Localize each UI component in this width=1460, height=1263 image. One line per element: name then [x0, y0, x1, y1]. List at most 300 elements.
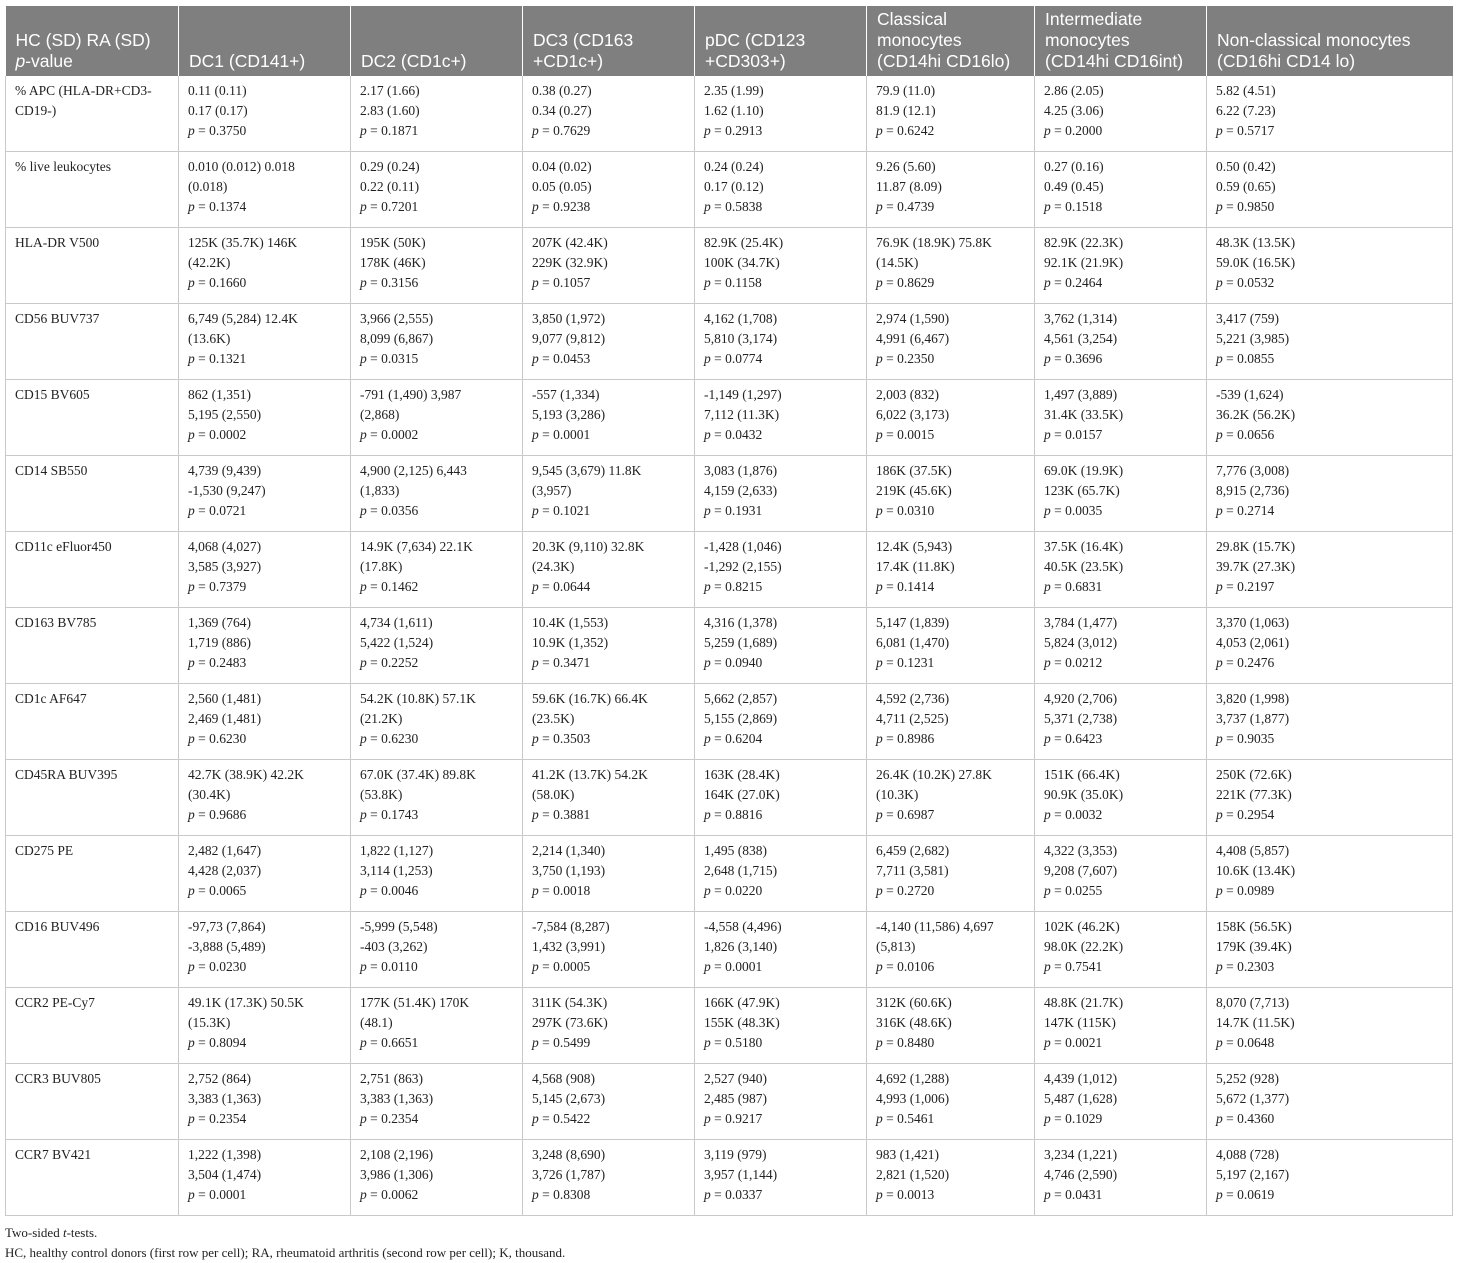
ra-value: 147K (115K) [1044, 1015, 1116, 1030]
hc-value: 76.9K (18.9K) 75.8K [876, 235, 992, 250]
ra-value: 4,159 (2,633) [704, 483, 778, 498]
p-symbol: p [1216, 959, 1223, 974]
p-value-number: = 0.0015 [886, 427, 935, 442]
p-value [1216, 501, 1444, 521]
p-symbol: p [704, 731, 711, 746]
table-cell [351, 456, 523, 532]
ra-value: 40.5K (23.5K) [1044, 559, 1124, 574]
results-table [5, 6, 1453, 1216]
ra-value: 3,726 (1,787) [532, 1167, 606, 1182]
hc-value: 7,776 (3,008) [1216, 463, 1290, 478]
hc-value: 177K (51.4K) 170K [360, 995, 470, 1010]
table-cell [523, 608, 695, 684]
p-symbol: p [532, 731, 539, 746]
p-value [360, 273, 514, 293]
header-row [6, 6, 1453, 76]
ra-value: 221K (77.3K) [1216, 787, 1292, 802]
p-symbol: p [704, 275, 711, 290]
p-value [876, 349, 1026, 369]
hc-value: 312K (60.6K) [876, 995, 952, 1010]
p-value-number: = 0.8215 [714, 579, 763, 594]
ra-value: 179K (39.4K) [1216, 939, 1292, 954]
table-cell [867, 608, 1035, 684]
table-cell [867, 380, 1035, 456]
hc-value: 4,900 (2,125) 6,443 [360, 463, 467, 478]
p-symbol: p [876, 199, 883, 214]
p-symbol: p [360, 807, 367, 822]
row-label: % APC (HLA-DR+CD3-CD19-) [6, 76, 179, 152]
p-symbol: p [360, 883, 367, 898]
hc-value: 4,408 (5,857) [1216, 843, 1290, 858]
p-value-number: = 0.0002 [198, 427, 247, 442]
hc-value: 37.5K (16.4K) [1044, 539, 1124, 554]
hc-value: 4,439 (1,012) [1044, 1071, 1118, 1086]
hc-value: 1,369 (764) [188, 615, 251, 630]
table-cell [695, 380, 867, 456]
table-row [6, 1064, 1453, 1140]
p-value [532, 425, 686, 445]
ra-value: (24.3K) [532, 559, 575, 574]
footnote-tests-t: t [62, 1225, 67, 1240]
p-value [188, 729, 342, 749]
p-value [1216, 1185, 1444, 1205]
table-cell [523, 760, 695, 836]
p-symbol: p [1216, 1035, 1223, 1050]
ra-value: 11.87 (8.09) [876, 179, 942, 194]
p-value [704, 957, 858, 977]
ra-value: 0.17 (0.17) [188, 103, 248, 118]
p-value [876, 577, 1026, 597]
p-symbol: p [1044, 1111, 1051, 1126]
table-cell [1207, 912, 1453, 988]
p-value [188, 1033, 342, 1053]
p-value-number: = 0.0002 [370, 427, 419, 442]
table-cell [867, 1140, 1035, 1216]
p-value-number: = 0.1021 [542, 503, 591, 518]
ra-value: (23.5K) [532, 711, 575, 726]
hc-value: 69.0K (19.9K) [1044, 463, 1124, 478]
p-value-number: = 0.0532 [1226, 275, 1275, 290]
hc-value: 26.4K (10.2K) 27.8K [876, 767, 992, 782]
table-cell [867, 1064, 1035, 1140]
p-value [1216, 197, 1444, 217]
header-column: Non-classical monocytes (CD16hi CD14 lo) [1207, 6, 1453, 76]
hc-value: 3,820 (1,998) [1216, 691, 1290, 706]
hc-value: 4,739 (9,439) [188, 463, 262, 478]
p-symbol: p [1044, 1035, 1051, 1050]
p-value [876, 273, 1026, 293]
p-value [876, 805, 1026, 825]
table-cell [179, 1064, 351, 1140]
table-cell [695, 912, 867, 988]
p-symbol: p [532, 1111, 539, 1126]
hc-value: 0.11 (0.11) [188, 83, 247, 98]
p-value-number: = 0.1660 [198, 275, 247, 290]
ra-value: 3,750 (1,193) [532, 863, 606, 878]
p-value-number: = 0.0989 [1226, 883, 1275, 898]
hc-value: 2,974 (1,590) [876, 311, 950, 326]
hc-value: 3,417 (759) [1216, 311, 1279, 326]
table-cell [867, 304, 1035, 380]
p-value-number: = 0.0315 [370, 351, 419, 366]
ra-value: 6.22 (7.23) [1216, 103, 1276, 118]
hc-value: 4,162 (1,708) [704, 311, 778, 326]
table-cell [695, 608, 867, 684]
footnote-tests-suffix: -tests. [66, 1225, 98, 1240]
table-cell [695, 988, 867, 1064]
p-value-number: = 0.0032 [1054, 807, 1103, 822]
p-symbol: p [1216, 655, 1223, 670]
table-cell [351, 912, 523, 988]
ra-value: 7,112 (11.3K) [704, 407, 780, 422]
p-value-number: = 0.6230 [370, 731, 419, 746]
p-value-number: = 0.7201 [370, 199, 419, 214]
p-value-number: = 0.0656 [1226, 427, 1275, 442]
table-cell [1207, 532, 1453, 608]
p-value [704, 729, 858, 749]
p-value [532, 273, 686, 293]
p-value-number: = 0.6987 [886, 807, 935, 822]
p-symbol: p [704, 1035, 711, 1050]
hc-value: 1,222 (1,398) [188, 1147, 262, 1162]
p-value-number: = 0.5717 [1226, 123, 1275, 138]
table-cell [867, 456, 1035, 532]
p-value-number: = 0.0065 [198, 883, 247, 898]
hc-value: 0.04 (0.02) [532, 159, 592, 174]
header-p-suffix: -value [25, 51, 73, 71]
ra-value: 17.4K (11.8K) [876, 559, 955, 574]
ra-value: 4,053 (2,061) [1216, 635, 1290, 650]
hc-value: -539 (1,624) [1216, 387, 1284, 402]
table-cell [523, 304, 695, 380]
p-value [876, 121, 1026, 141]
p-value [1044, 1109, 1198, 1129]
hc-value: 186K (37.5K) [876, 463, 952, 478]
hc-value: 163K (28.4K) [704, 767, 780, 782]
hc-value: 82.9K (22.3K) [1044, 235, 1124, 250]
hc-value: 2.17 (1.66) [360, 83, 420, 98]
p-value [1044, 121, 1198, 141]
p-value-number: = 0.1931 [714, 503, 763, 518]
p-symbol: p [876, 1187, 883, 1202]
ra-value: 1,719 (886) [188, 635, 251, 650]
p-symbol: p [360, 123, 367, 138]
ra-value: 7,711 (3,581) [876, 863, 949, 878]
p-symbol: p [532, 959, 539, 974]
ra-value: 5,810 (3,174) [704, 331, 778, 346]
hc-value: 4,068 (4,027) [188, 539, 262, 554]
table-cell [1035, 304, 1207, 380]
hc-value: -557 (1,334) [532, 387, 600, 402]
p-value-number: = 0.0220 [714, 883, 763, 898]
p-value-number: = 0.6204 [714, 731, 763, 746]
ra-value: 219K (45.6K) [876, 483, 952, 498]
ra-value: 155K (48.3K) [704, 1015, 780, 1030]
table-cell [351, 988, 523, 1064]
hc-value: 9,545 (3,679) 11.8K [532, 463, 642, 478]
p-value-number: = 0.2197 [1226, 579, 1275, 594]
table-cell [1035, 532, 1207, 608]
table-cell [351, 1064, 523, 1140]
p-symbol: p [704, 883, 711, 898]
hc-value: 983 (1,421) [876, 1147, 939, 1162]
p-value-number: = 0.0310 [886, 503, 935, 518]
p-symbol: p [876, 503, 883, 518]
header-column: Intermediate monocytes (CD14hi CD16int) [1035, 6, 1207, 76]
ra-value: (21.2K) [360, 711, 403, 726]
hc-value: 2,482 (1,647) [188, 843, 262, 858]
p-value [1216, 729, 1444, 749]
p-value-number: = 0.0021 [1054, 1035, 1103, 1050]
hc-value: 102K (46.2K) [1044, 919, 1120, 934]
p-value-number: = 0.8094 [198, 1035, 247, 1050]
p-value-number: = 0.2714 [1226, 503, 1275, 518]
table-row [6, 760, 1453, 836]
p-value-number: = 0.6831 [1054, 579, 1103, 594]
ra-value: 164K (27.0K) [704, 787, 780, 802]
hc-value: 3,248 (8,690) [532, 1147, 606, 1162]
p-value-number: = 0.6242 [886, 123, 935, 138]
p-value-number: = 0.2354 [198, 1111, 247, 1126]
p-value-number: = 0.2464 [1054, 275, 1103, 290]
ra-value: 0.59 (0.65) [1216, 179, 1276, 194]
ra-value: 178K (46K) [360, 255, 426, 270]
p-symbol: p [188, 199, 195, 214]
ra-value: 98.0K (22.2K) [1044, 939, 1124, 954]
ra-value: 36.2K (56.2K) [1216, 407, 1296, 422]
p-value-number: = 0.1158 [714, 275, 762, 290]
p-value-number: = 0.3696 [1054, 351, 1103, 366]
p-value-number: = 0.1462 [370, 579, 419, 594]
p-value-number: = 0.0648 [1226, 1035, 1275, 1050]
hc-value: 5,147 (1,839) [876, 615, 950, 630]
ra-value: 316K (48.6K) [876, 1015, 952, 1030]
p-symbol: p [188, 275, 195, 290]
p-value [704, 501, 858, 521]
ra-value: 3,114 (1,253) [360, 863, 433, 878]
p-symbol: p [1216, 199, 1223, 214]
p-symbol: p [1044, 883, 1051, 898]
p-value-number: = 0.5422 [542, 1111, 591, 1126]
ra-value: (17.8K) [360, 559, 403, 574]
table-cell [1207, 760, 1453, 836]
p-value-number: = 0.1414 [886, 579, 935, 594]
p-value-number: = 0.0940 [714, 655, 763, 670]
p-value-number: = 0.5838 [714, 199, 763, 214]
hc-value: 29.8K (15.7K) [1216, 539, 1296, 554]
ra-value: 3,957 (1,144) [704, 1167, 778, 1182]
table-row [6, 1140, 1453, 1216]
ra-value: 2,821 (1,520) [876, 1167, 950, 1182]
p-symbol: p [532, 123, 539, 138]
p-symbol: p [704, 1187, 711, 1202]
p-value [360, 805, 514, 825]
ra-value: 31.4K (33.5K) [1044, 407, 1124, 422]
header-column: Classical monocytes (CD14hi CD16lo) [867, 6, 1035, 76]
hc-value: 0.29 (0.24) [360, 159, 420, 174]
p-value [188, 197, 342, 217]
hc-value: 207K (42.4K) [532, 235, 608, 250]
table-cell [1207, 684, 1453, 760]
footnote-tests-prefix: Two-sided [5, 1225, 63, 1240]
p-value [532, 805, 686, 825]
table-cell [1207, 304, 1453, 380]
p-value-number: = 0.0619 [1226, 1187, 1275, 1202]
table-header [6, 6, 1453, 76]
ra-value: 2.83 (1.60) [360, 103, 420, 118]
p-symbol: p [1216, 503, 1223, 518]
p-symbol: p [532, 579, 539, 594]
p-symbol: p [360, 1111, 367, 1126]
p-value [188, 1185, 342, 1205]
ra-value: 4,746 (2,590) [1044, 1167, 1118, 1182]
hc-value: 4,316 (1,378) [704, 615, 778, 630]
row-label: CD275 PE [6, 836, 179, 912]
ra-value: 229K (32.9K) [532, 255, 608, 270]
p-value [1044, 425, 1198, 445]
p-symbol: p [532, 807, 539, 822]
p-value-number: = 0.9035 [1226, 731, 1275, 746]
ra-value: 39.7K (27.3K) [1216, 559, 1296, 574]
p-value [532, 501, 686, 521]
header-label-column [6, 6, 179, 76]
p-value-number: = 0.0106 [886, 959, 935, 974]
p-symbol: p [532, 199, 539, 214]
ra-value: (13.6K) [188, 331, 231, 346]
p-value-number: = 0.1057 [542, 275, 591, 290]
table-cell [351, 76, 523, 152]
hc-value: 4,692 (1,288) [876, 1071, 950, 1086]
table-cell [179, 304, 351, 380]
row-label: CD16 BUV496 [6, 912, 179, 988]
table-cell [867, 988, 1035, 1064]
p-value [532, 1109, 686, 1129]
p-value [704, 881, 858, 901]
p-value [1216, 881, 1444, 901]
p-symbol: p [360, 1187, 367, 1202]
table-cell [351, 836, 523, 912]
table-cell [867, 532, 1035, 608]
ra-value: 3,986 (1,306) [360, 1167, 434, 1182]
ra-value: 5,197 (2,167) [1216, 1167, 1290, 1182]
table-row [6, 912, 1453, 988]
p-symbol: p [704, 655, 711, 670]
ra-value: 3,383 (1,363) [360, 1091, 434, 1106]
ra-value: 4,428 (2,037) [188, 863, 262, 878]
p-symbol: p [360, 351, 367, 366]
p-value [532, 957, 686, 977]
table-cell [695, 456, 867, 532]
p-value [876, 957, 1026, 977]
p-value-number: = 0.5180 [714, 1035, 763, 1050]
ra-value: (14.5K) [876, 255, 919, 270]
hc-value: 48.8K (21.7K) [1044, 995, 1124, 1010]
table-row [6, 456, 1453, 532]
p-value-number: = 0.0018 [542, 883, 591, 898]
table-cell [695, 684, 867, 760]
p-value [188, 121, 342, 141]
p-symbol: p [1216, 579, 1223, 594]
hc-value: -97,73 (7,864) [188, 919, 266, 934]
p-value-number: = 0.0001 [542, 427, 591, 442]
p-value-number: = 0.1374 [198, 199, 247, 214]
ra-value: (2,868) [360, 407, 400, 422]
p-value [360, 653, 514, 673]
table-cell [523, 912, 695, 988]
p-symbol: p [1216, 807, 1223, 822]
table-body [6, 76, 1453, 1216]
table-cell [867, 760, 1035, 836]
ra-value: 10.9K (1,352) [532, 635, 609, 650]
hc-value: 2,560 (1,481) [188, 691, 262, 706]
hc-value: 2,108 (2,196) [360, 1147, 434, 1162]
footnote-abbreviations: HC, healthy control donors (first row per cell); RA, rheumatoid arthritis (second row per cell); K, thousand. [5, 1245, 566, 1260]
hc-value: 250K (72.6K) [1216, 767, 1292, 782]
hc-value: 862 (1,351) [188, 387, 251, 402]
table-cell [695, 228, 867, 304]
p-value [704, 1033, 858, 1053]
ra-value: (15.3K) [188, 1015, 231, 1030]
p-value-number: = 0.8986 [886, 731, 935, 746]
p-value [876, 425, 1026, 445]
p-symbol: p [360, 655, 367, 670]
p-value-number: = 0.3471 [542, 655, 591, 670]
p-symbol: p [532, 351, 539, 366]
table-cell [695, 1140, 867, 1216]
hc-value: 3,370 (1,063) [1216, 615, 1290, 630]
p-value [876, 653, 1026, 673]
hc-value: 0.38 (0.27) [532, 83, 592, 98]
p-value [188, 425, 342, 445]
p-value-number: = 0.8629 [886, 275, 935, 290]
table-cell [1207, 456, 1453, 532]
p-value [532, 349, 686, 369]
table-cell [1035, 1140, 1207, 1216]
hc-value: 6,749 (5,284) 12.4K [188, 311, 298, 326]
hc-value: -791 (1,490) 3,987 [360, 387, 462, 402]
p-value-number: = 0.7541 [1054, 959, 1103, 974]
table-cell [695, 760, 867, 836]
table-cell [523, 1140, 695, 1216]
p-symbol: p [876, 807, 883, 822]
p-value-number: = 0.1231 [886, 655, 935, 670]
p-value-number: = 0.8308 [542, 1187, 591, 1202]
p-symbol: p [704, 1111, 711, 1126]
p-symbol: p [188, 1187, 195, 1202]
table-cell [351, 760, 523, 836]
hc-value: 4,920 (2,706) [1044, 691, 1118, 706]
p-symbol: p [532, 503, 539, 518]
p-value [360, 349, 514, 369]
p-value [1216, 805, 1444, 825]
p-symbol: p [188, 1111, 195, 1126]
table-cell [1207, 836, 1453, 912]
p-value [876, 197, 1026, 217]
table-container [5, 6, 1452, 1263]
p-symbol: p [360, 731, 367, 746]
header-label-line1: HC (SD) RA (SD) [15, 30, 151, 50]
p-value [1044, 197, 1198, 217]
table-cell [523, 684, 695, 760]
p-symbol: p [188, 807, 195, 822]
ra-value: 297K (73.6K) [532, 1015, 608, 1030]
p-value-number: = 0.6651 [370, 1035, 419, 1050]
ra-value: 81.9 (12.1) [876, 103, 936, 118]
table-cell [867, 152, 1035, 228]
p-value [704, 349, 858, 369]
ra-value: 100K (34.7K) [704, 255, 780, 270]
ra-value: 8,915 (2,736) [1216, 483, 1290, 498]
